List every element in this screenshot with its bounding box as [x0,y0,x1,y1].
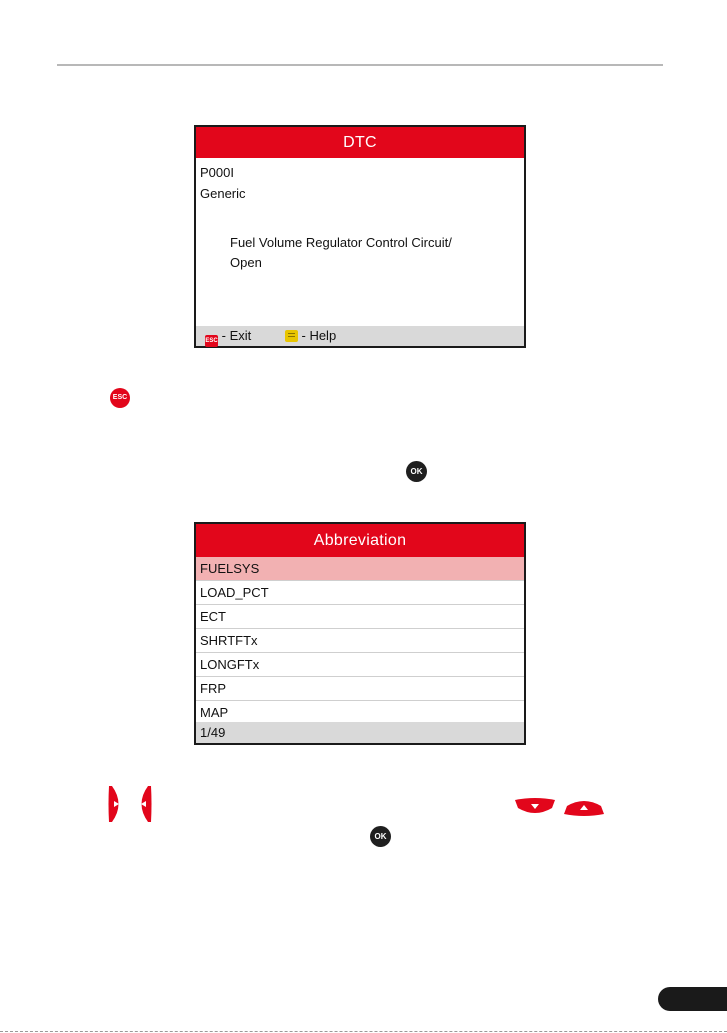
list-item[interactable]: LONGFTx [196,653,524,677]
list-item[interactable]: SHRTFTx [196,629,524,653]
dtc-screen-title: DTC [196,127,524,158]
dtc-description [230,233,520,273]
left-key-icon [134,785,152,823]
page-number-tab [658,987,727,1011]
dtc-screen-footer [196,326,524,346]
dtc-code: P000I [200,165,234,180]
ok-button-icon: OK [406,461,427,482]
list-item[interactable]: ECT [196,605,524,629]
list-item[interactable]: FUELSYS [196,557,524,581]
list-item[interactable]: LOAD_PCT [196,581,524,605]
dtc-description-line-1: Fuel Volume Regulator Control Circuit/ [230,235,452,250]
abbreviation-screen-title: Abbreviation [196,524,524,557]
dtc-screen [194,125,526,348]
abbreviation-screen [194,522,526,745]
ok-button-icon: OK [370,826,391,847]
right-key-icon [108,785,126,823]
esc-button-icon: ESC [110,388,130,408]
help-key-icon [285,330,298,342]
list-item[interactable]: MAP [196,701,524,725]
top-divider [57,64,663,66]
up-key-icon [563,798,605,816]
bottom-dashed-divider [0,1031,727,1032]
down-key-icon [514,798,556,816]
help-hint: - Help [301,328,337,343]
dtc-description-line-2: Open [230,255,262,270]
abbreviation-list [196,557,524,725]
exit-hint: - Exit [221,328,252,343]
page-indicator: 1/49 [196,722,524,743]
esc-key-icon: ESC [205,335,218,347]
list-item[interactable]: FRP [196,677,524,701]
dtc-type: Generic [200,186,246,201]
